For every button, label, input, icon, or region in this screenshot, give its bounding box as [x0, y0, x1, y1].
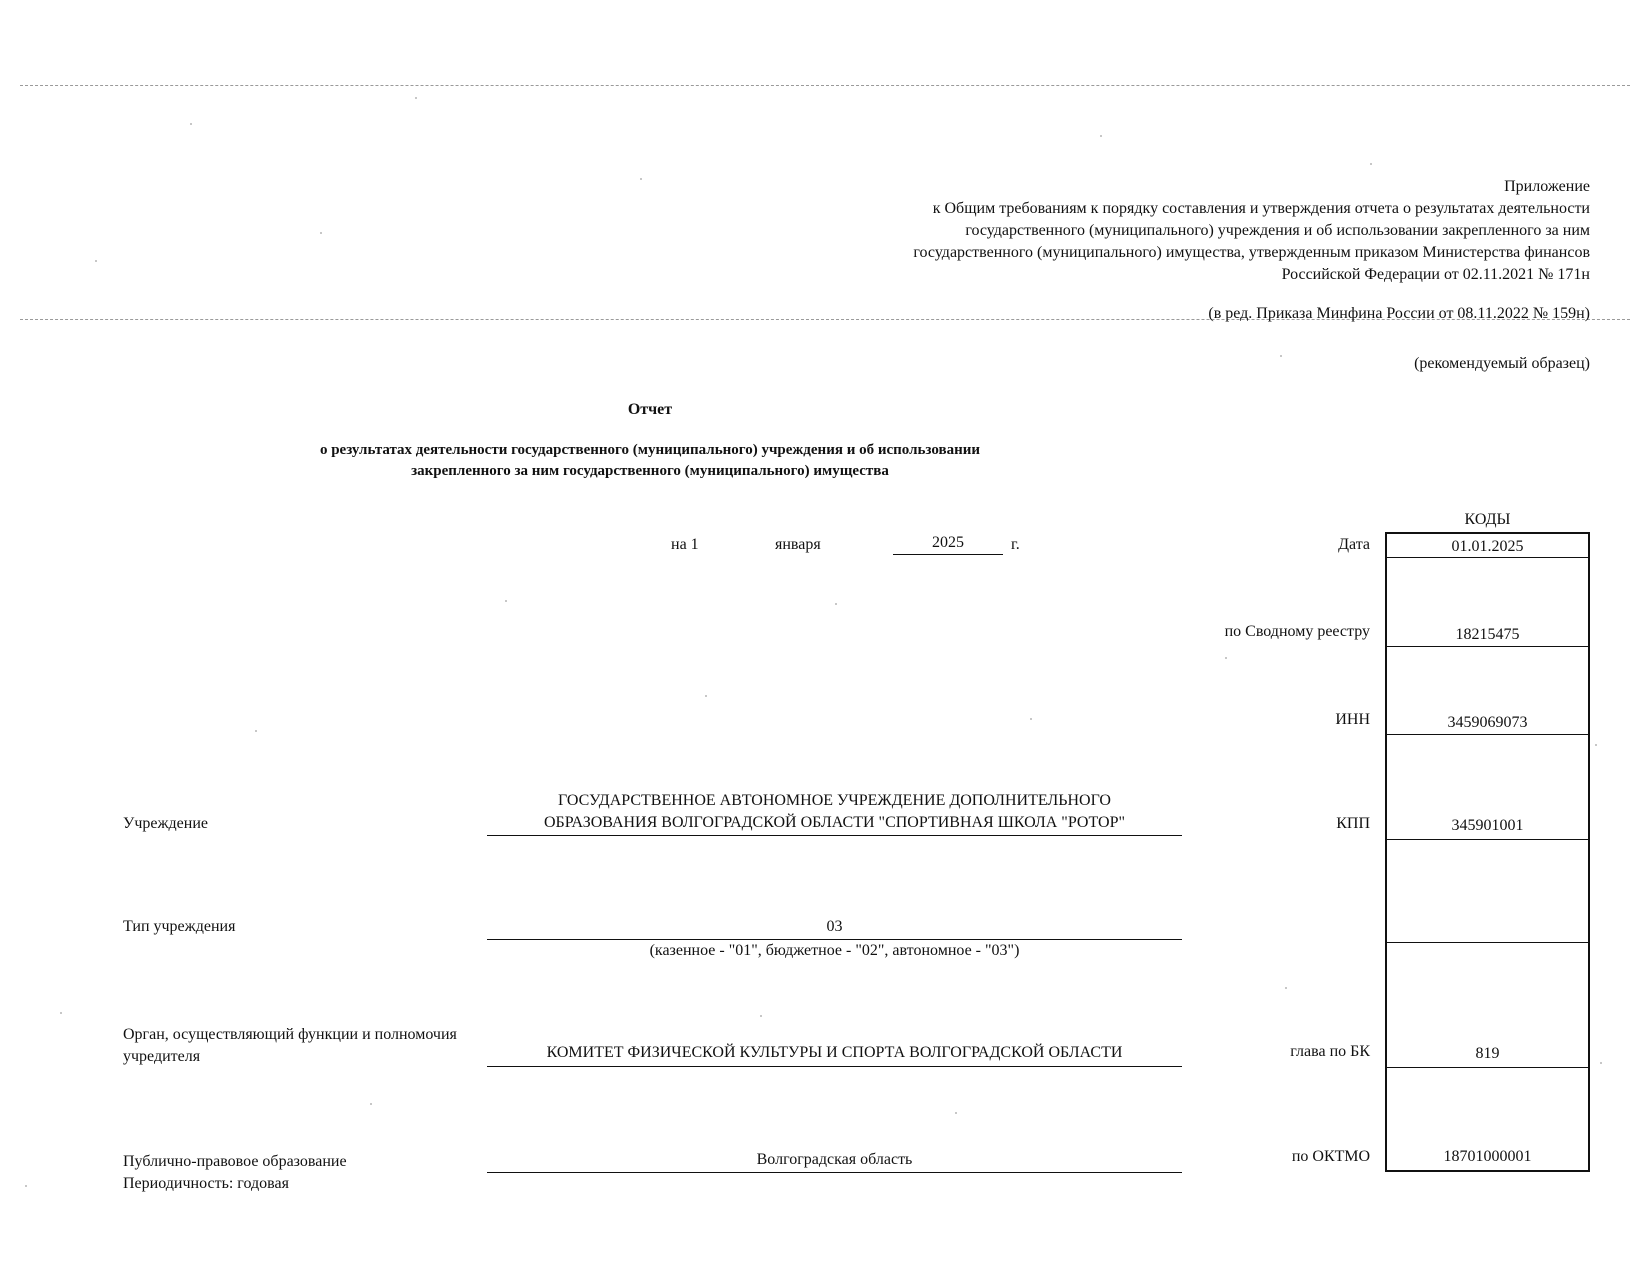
scan-speck	[705, 695, 707, 697]
report-title: Отчет	[627, 401, 673, 418]
periodicity: Периодичность: годовая	[123, 1175, 289, 1192]
public-entity-value: Волгоградская область	[756, 1151, 913, 1168]
codes-header: КОДЫ	[1464, 511, 1511, 528]
code-separator	[1387, 646, 1588, 647]
date-prefix: на 1	[671, 536, 699, 553]
scan-top-rule	[20, 85, 1630, 86]
appendix-edition: (в ред. Приказа Минфина России от 08.11.2022 № 159н)	[1208, 305, 1590, 322]
code-oktmo-value: 18701000001	[1443, 1148, 1532, 1165]
founder-label-line-2: учредителя	[123, 1048, 201, 1065]
date-year-underline	[893, 554, 1003, 555]
type-underline	[487, 939, 1182, 940]
recommended-sample: (рекомендуемый образец)	[1414, 355, 1590, 372]
scan-speck	[95, 260, 97, 262]
date-year: 2025	[932, 534, 964, 551]
founder-value: КОМИТЕТ ФИЗИЧЕСКОЙ КУЛЬТУРЫ И СПОРТА ВОЛГОГРАДСКОЙ ОБЛАСТИ	[546, 1044, 1123, 1061]
institution-value-line-1: ГОСУДАРСТВЕННОЕ АВТОНОМНОЕ УЧРЕЖДЕНИЕ ДОПОЛНИТЕЛЬНОГО	[558, 792, 1111, 809]
scan-speck	[25, 1185, 27, 1187]
appendix-title: Приложение	[1504, 178, 1590, 195]
code-separator	[1387, 1067, 1588, 1068]
code-inn-value: 3459069073	[1447, 714, 1528, 731]
code-separator	[1387, 839, 1588, 840]
appendix-line-3: государственного (муниципального) имущества, утвержденным приказом Министерства финансов	[913, 244, 1590, 261]
code-kpp-value: 345901001	[1451, 817, 1524, 834]
scan-speck	[60, 1012, 62, 1014]
code-date-value: 01.01.2025	[1451, 538, 1524, 555]
scan-speck	[1600, 1062, 1602, 1064]
type-value: 03	[826, 918, 843, 935]
code-registry-label: по Сводному реестру	[1224, 623, 1370, 640]
scan-speck	[760, 1015, 762, 1017]
appendix-line-2: государственного (муниципального) учреждения и об использовании закрепленного за ним	[965, 222, 1590, 239]
scan-speck	[255, 730, 257, 732]
code-oktmo-label: по ОКТМО	[1291, 1148, 1370, 1165]
scan-speck	[1030, 718, 1032, 720]
scan-speck	[1370, 163, 1372, 165]
date-month: января	[775, 536, 821, 553]
code-kpp-label: КПП	[1336, 815, 1370, 832]
report-subtitle-line-2: закрепленного за ним государственного (муниципального) имущества	[411, 463, 889, 479]
institution-value-line-2: ОБРАЗОВАНИЯ ВОЛГОГРАДСКОЙ ОБЛАСТИ "СПОРТИВНАЯ ШКОЛА "РОТОР"	[543, 814, 1126, 831]
type-label: Тип учреждения	[123, 918, 236, 935]
code-separator	[1387, 734, 1588, 735]
institution-underline	[487, 835, 1182, 836]
code-date-label: Дата	[1338, 536, 1370, 553]
founder-label-line-1: Орган, осуществляющий функции и полномочия	[123, 1026, 457, 1043]
appendix-line-1: к Общим требованиям к порядку составления и утверждения отчета о результатах деятельности	[932, 200, 1590, 217]
scan-speck	[415, 97, 417, 99]
report-subtitle-line-1: о результатах деятельности государственного (муниципального) учреждения и об использовании	[319, 442, 981, 458]
public-entity-underline	[487, 1172, 1182, 1173]
scan-speck	[1285, 987, 1287, 989]
code-glava-value: 819	[1475, 1045, 1500, 1062]
type-hint: (казенное - "01", бюджетное - "02", автономное - "03")	[649, 942, 1020, 959]
scan-speck	[835, 603, 837, 605]
public-entity-label: Публично-правовое образование	[123, 1153, 347, 1170]
appendix-line-4: Российской Федерации от 02.11.2021 № 171н	[1281, 266, 1590, 283]
codes-box	[1385, 532, 1590, 1172]
scan-speck	[955, 1112, 957, 1114]
date-suffix: г.	[1011, 536, 1020, 553]
code-glava-label: глава по БК	[1290, 1043, 1370, 1060]
scan-speck	[1595, 744, 1597, 746]
scan-speck	[505, 600, 507, 602]
scan-speck	[1225, 657, 1227, 659]
code-separator	[1387, 557, 1588, 558]
scan-speck	[640, 178, 642, 180]
scan-speck	[1280, 355, 1282, 357]
scan-speck	[1100, 135, 1102, 137]
code-separator	[1387, 942, 1588, 943]
scan-speck	[320, 232, 322, 234]
institution-label: Учреждение	[123, 815, 208, 832]
scan-speck	[370, 1103, 372, 1105]
code-inn-label: ИНН	[1335, 711, 1370, 728]
scan-speck	[190, 123, 192, 125]
founder-underline	[487, 1066, 1182, 1067]
code-registry-value: 18215475	[1455, 626, 1520, 643]
